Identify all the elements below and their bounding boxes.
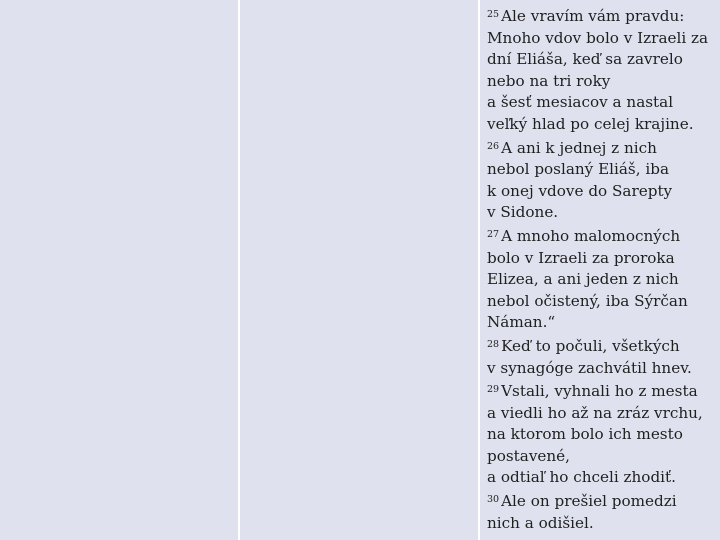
verse-text-26: A ani k jednej z nich nebol poslaný Eliáš, iba k onej vdove do Sarepty v Sidone. bbox=[487, 138, 673, 222]
verse-number-29: 29 bbox=[487, 384, 500, 396]
middle-column-panel bbox=[240, 0, 480, 540]
verse-number-26: 26 bbox=[487, 140, 500, 152]
verse-text-30: Ale on prešiel pomedzi nich a odišiel. bbox=[487, 492, 677, 532]
verse-text-29: Vstali, vyhnali ho z mesta a viedli ho až na zráz vrchu, na ktorom bolo ich mesto postavené, a odtiaľ ho chceli zhodiť. bbox=[487, 382, 703, 487]
scripture-passage bbox=[487, 4, 716, 534]
verse-number-28: 28 bbox=[487, 338, 500, 350]
verse-number-25: 25 bbox=[487, 9, 500, 20]
verse-text-28: Keď to počuli, všetkých v synagóge zachvátil hnev. bbox=[487, 336, 692, 377]
left-column-panel bbox=[0, 0, 240, 540]
scripture-text-panel bbox=[480, 0, 720, 540]
verse-number-27: 27 bbox=[487, 228, 500, 240]
verse-text-27: A mnoho malomocných bolo v Izraeli za proroka Elizea, a ani jeden z nich nebol očistený, iba Sýrčan Náman.“ bbox=[487, 226, 688, 332]
verse-number-30: 30 bbox=[487, 494, 500, 506]
verse-text-25: Ale vravím vám pravdu: Mnoho vdov bolo v Izraeli za dní Eliáša, keď sa zavrelo nebo na tri roky a šesť mesiacov a nastal veľký hlad po celej krajine. bbox=[487, 7, 709, 133]
